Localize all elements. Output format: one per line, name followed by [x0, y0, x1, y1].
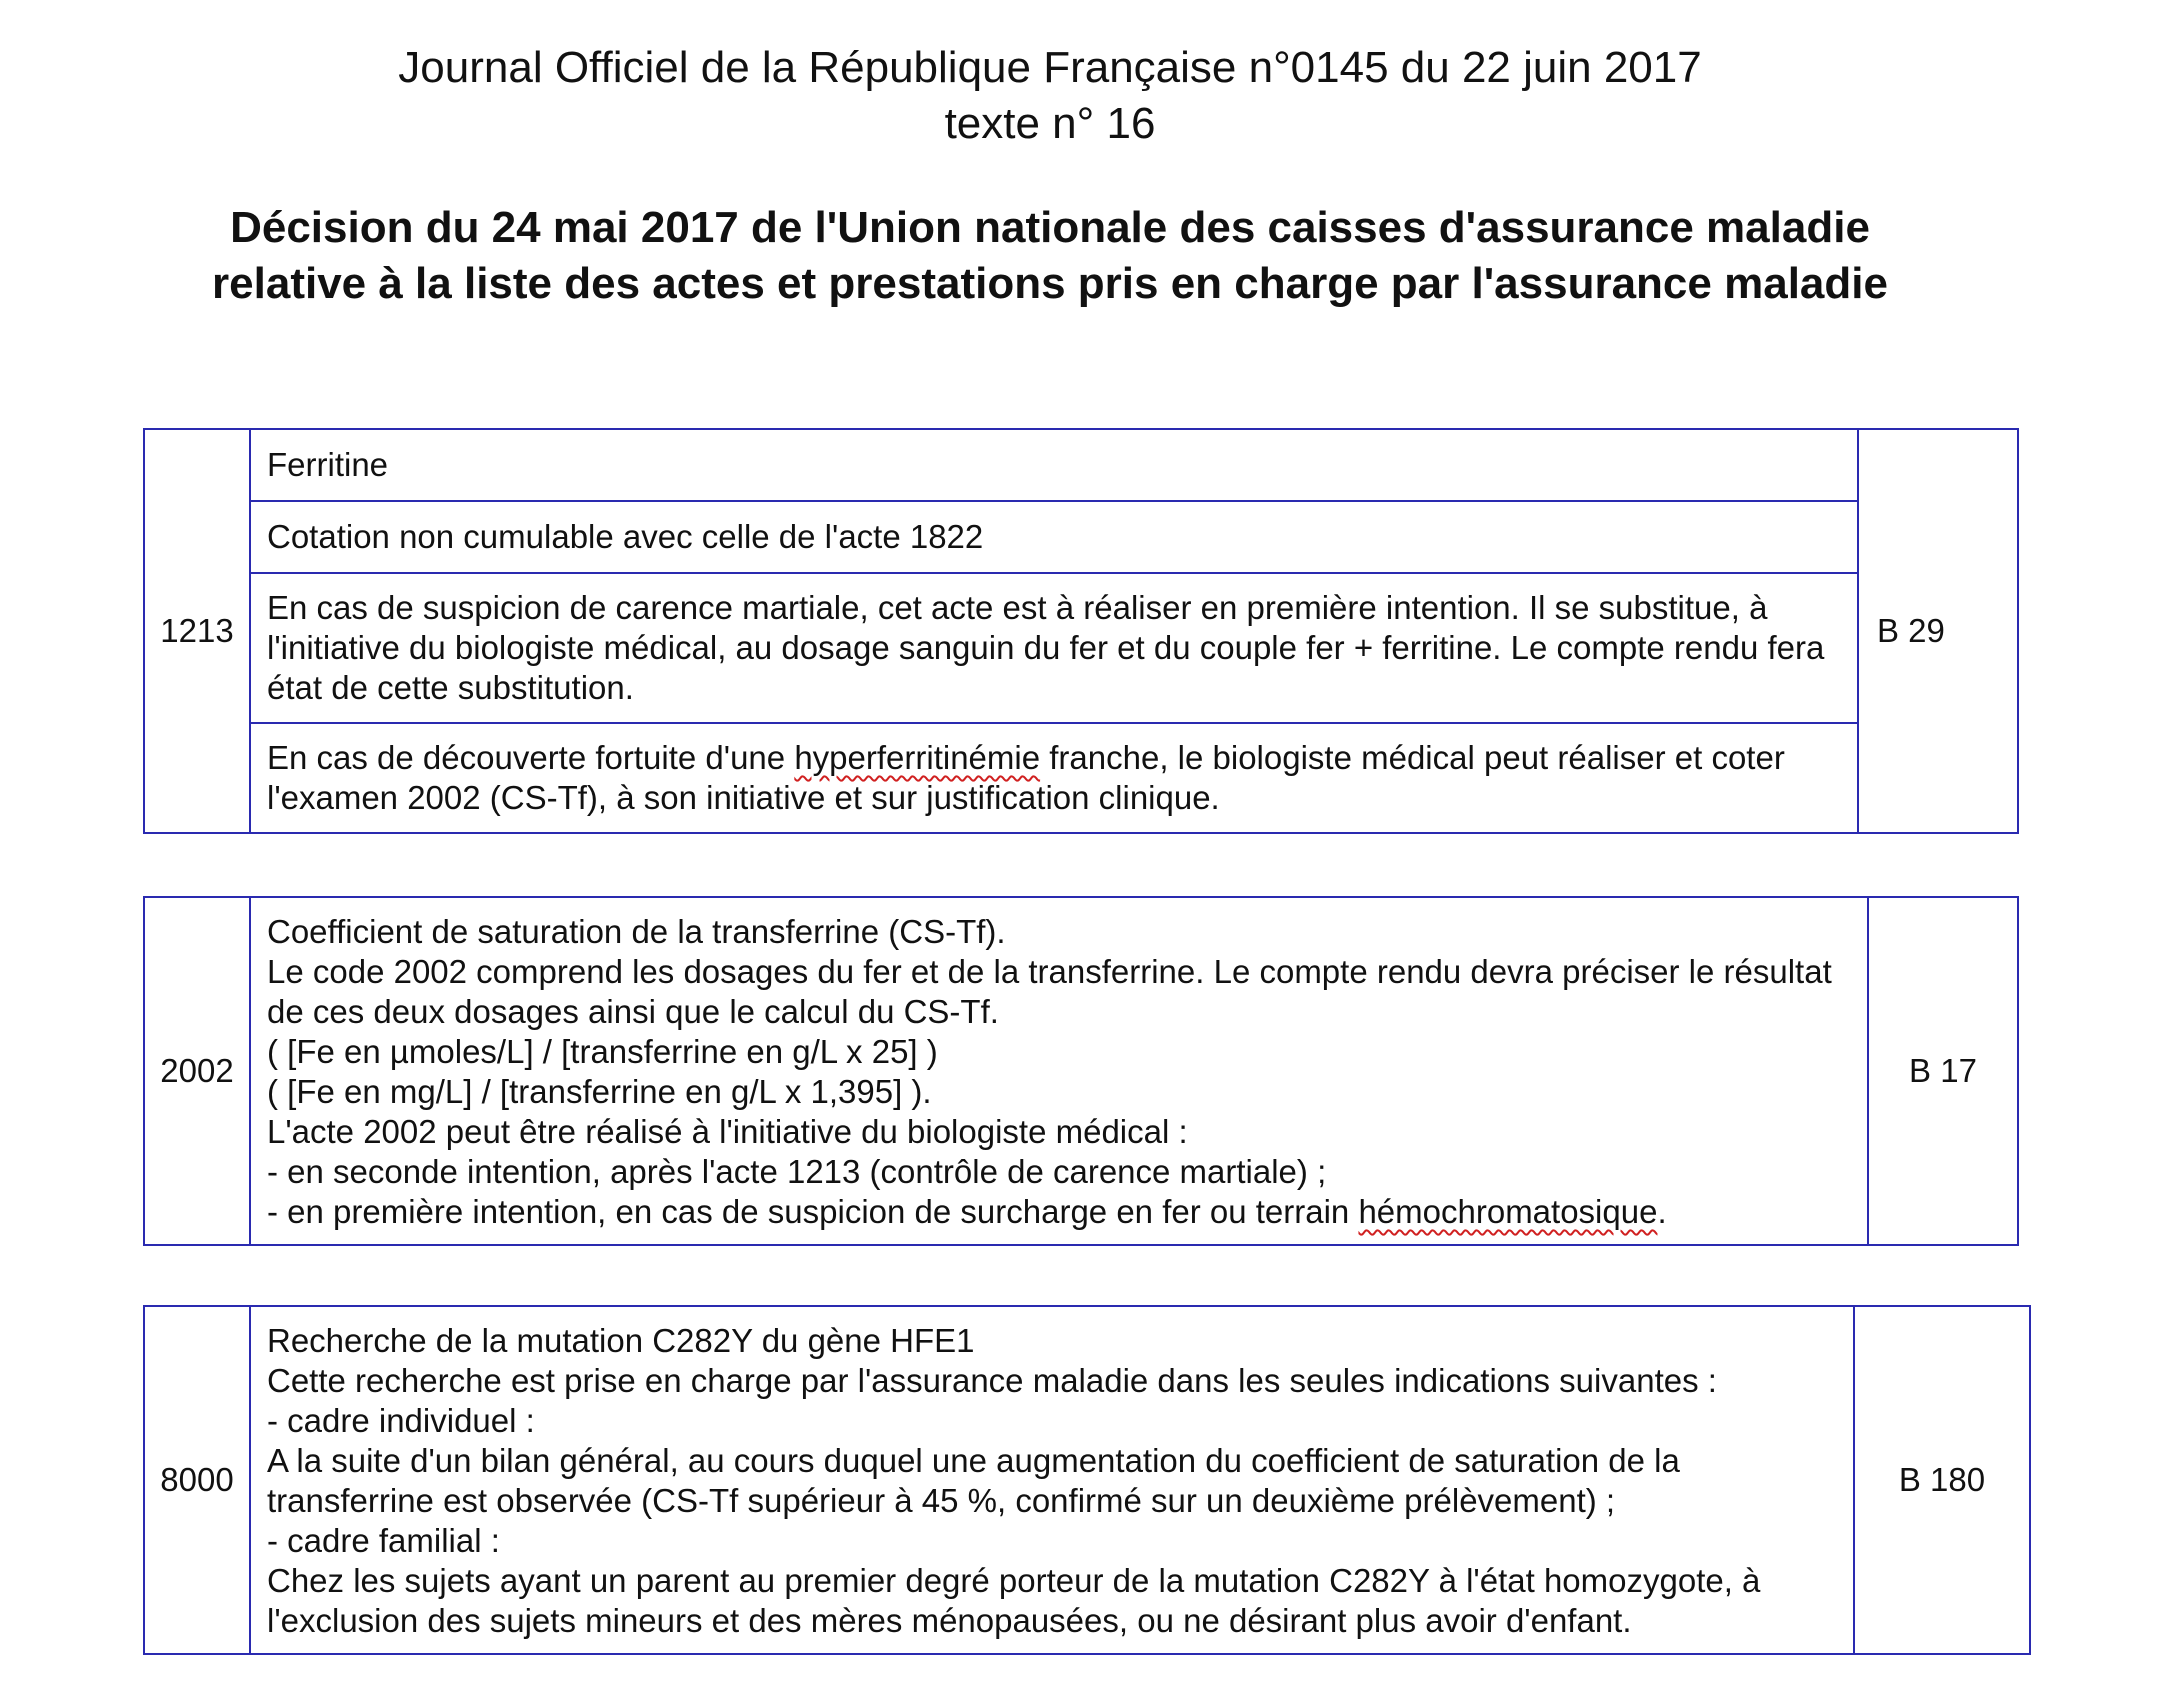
acte-description — [250, 1306, 1854, 1654]
description-line: - cadre familial : — [267, 1522, 500, 1559]
decision-title-line-2: relative à la liste des actes et prestations pris en charge par l'assurance maladie — [212, 259, 1888, 308]
description-line: Recherche de la mutation C282Y du gène HFE1 — [267, 1322, 975, 1359]
acte-cotation: B 29 — [1858, 429, 2018, 833]
texte-number: texte n° 16 — [944, 99, 1156, 148]
text-fragment: . — [1657, 1193, 1667, 1230]
description-line: Cette recherche est prise en charge par l'assurance maladie dans les seules indications suivantes : — [267, 1362, 1717, 1399]
description-line: A la suite d'un bilan général, au cours duquel une augmentation du coefficient de saturation de la transferrine est observée (CS-Tf supérieur à 45 %, confirmé sur un deuxième prélèvement) ; — [267, 1442, 1680, 1519]
spellcheck-underlined-word: hyperferritinémie — [794, 739, 1041, 776]
acte-description — [250, 897, 1868, 1245]
description-line — [267, 1192, 1851, 1232]
journal-reference: Journal Officiel de la République Française n°0145 du 22 juin 2017 — [398, 43, 1702, 92]
acte-code: 2002 — [144, 897, 250, 1245]
decision-title-line-1: Décision du 24 mai 2017 de l'Union nationale des caisses d'assurance maladie — [230, 203, 1870, 252]
description-line: ( [Fe en mg/L] / [transferrine en g/L x 1,395] ). — [267, 1073, 932, 1110]
document-header — [0, 40, 2100, 152]
description-line: ( [Fe en µmoles/L] / [transferrine en g/L x 25] ) — [267, 1033, 938, 1070]
acte-cotation: B 17 — [1868, 897, 2018, 1245]
acte-table-8000 — [143, 1305, 2031, 1655]
text-fragment: franche, le biologiste médical peut réaliser et coter l'examen 2002 (CS-Tf), à son initiative et sur justification clinique. — [267, 739, 1785, 816]
text-fragment: - en première intention, en cas de suspicion de surcharge en fer ou terrain — [267, 1193, 1359, 1230]
description-line: - cadre individuel : — [267, 1402, 535, 1439]
description-line: Chez les sujets ayant un parent au premier degré porteur de la mutation C282Y à l'état homozygote, à l'exclusion des sujets mineurs et des mères ménopausées, ou ne désirant plus avoir d'enfant. — [267, 1562, 1761, 1639]
acte-description-row: En cas de suspicion de carence martiale, cet acte est à réaliser en première intention. Il se substitue, à l'initiative du biologiste médical, au dosage sanguin du fer et du couple fer + ferritine. Le compte rendu fera état de cette substitution. — [250, 573, 1858, 723]
text-fragment: En cas de découverte fortuite d'une — [267, 739, 795, 776]
acte-description-row: Ferritine — [250, 429, 1858, 501]
spellcheck-underlined-word: hémochromatosique — [1358, 1193, 1658, 1230]
decision-title — [0, 200, 2100, 312]
acte-cotation: B 180 — [1854, 1306, 2030, 1654]
acte-description-row — [250, 723, 1858, 833]
description-line: Le code 2002 comprend les dosages du fer et de la transferrine. Le compte rendu devra préciser le résultat de ces deux dosages ainsi que le calcul du CS-Tf. — [267, 953, 1832, 1030]
description-line: L'acte 2002 peut être réalisé à l'initiative du biologiste médical : — [267, 1113, 1188, 1150]
acte-description-row: Cotation non cumulable avec celle de l'acte 1822 — [250, 501, 1858, 573]
acte-table-1213 — [143, 428, 2019, 834]
acte-code: 1213 — [144, 429, 250, 833]
description-line: Coefficient de saturation de la transferrine (CS-Tf). — [267, 913, 1006, 950]
description-line: - en seconde intention, après l'acte 1213 (contrôle de carence martiale) ; — [267, 1153, 1327, 1190]
acte-table-2002 — [143, 896, 2019, 1246]
acte-code: 8000 — [144, 1306, 250, 1654]
